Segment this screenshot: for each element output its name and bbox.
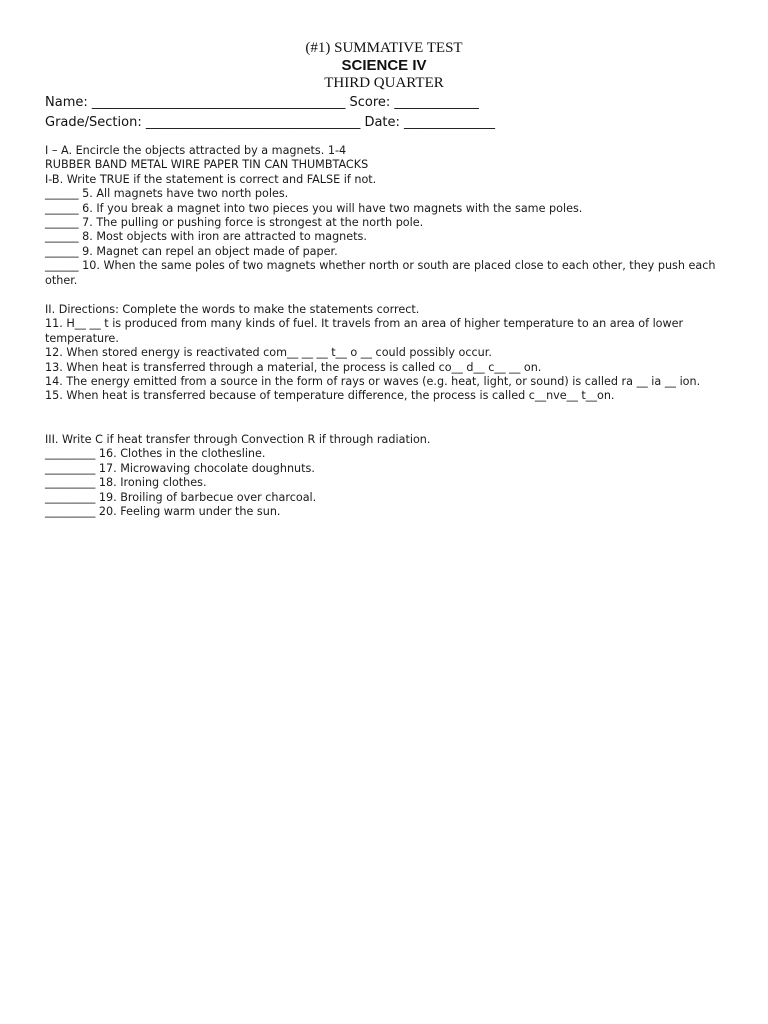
- question-item: _________ 19. Broiling of barbecue over charcoal.: [45, 490, 317, 504]
- grade-date-line: Grade/Section: _________________________________ Date: ______________: [45, 115, 496, 130]
- question-item: ______ 9. Magnet can repel an object made of paper.: [45, 244, 338, 258]
- part-2-section: [45, 303, 725, 404]
- question-item: 11. H__ __ t is produced from many kinds of fuel. It travels from an area of higher temperature to an area of lower temperature.: [45, 317, 684, 345]
- question-item: _________ 17. Microwaving chocolate doughnuts.: [45, 461, 315, 475]
- question-item: _________ 20. Feeling warm under the sun.: [45, 505, 281, 519]
- part-1b-instruction: I-B. Write TRUE if the statement is correct and FALSE if not.: [45, 172, 377, 186]
- question-item: 14. The energy emitted from a source in the form of rays or waves (e.g. heat, light, or sound) is called ra __ ia __ ion.: [45, 375, 701, 389]
- subject-title: SCIENCE IV: [341, 57, 427, 74]
- question-item: _________ 16. Clothes in the clothesline.: [45, 447, 266, 461]
- question-item: ______ 5. All magnets have two north poles.: [45, 187, 289, 201]
- question-item: 13. When heat is transferred through a material, the process is called co__ d__ c__ __ on.: [45, 360, 542, 374]
- object-list: RUBBER BAND METAL WIRE PAPER TIN CAN THUMBTACKS: [45, 158, 369, 172]
- question-item: 12. When stored energy is reactivated com__ __ __ t__ o __ could possibly occur.: [45, 346, 492, 360]
- question-item: ______ 8. Most objects with iron are attracted to magnets.: [45, 230, 367, 244]
- name-score-line: Name: _______________________________________ Score: _____________: [45, 95, 479, 110]
- test-title: (#1) SUMMATIVE TEST: [305, 40, 463, 56]
- part-3-section: [45, 433, 725, 519]
- question-item: ______ 6. If you break a magnet into two pieces you will have two magnets with the same poles.: [45, 201, 583, 215]
- quarter-title: THIRD QUARTER: [324, 75, 444, 91]
- part-1a-instruction: I – A. Encircle the objects attracted by a magnets. 1-4: [45, 144, 347, 157]
- part-3-instruction: III. Write C if heat transfer through Convection R if through radiation.: [45, 433, 431, 446]
- question-item: ______ 7. The pulling or pushing force is strongest at the north pole.: [45, 216, 424, 230]
- part-1-section: [45, 144, 725, 288]
- question-item: ______ 10. When the same poles of two magnets whether north or south are placed close to each other, they push each other.: [45, 259, 716, 287]
- question-item: 15. When heat is transferred because of temperature difference, the process is called c__nve__ t__on.: [45, 389, 615, 403]
- question-item: _________ 18. Ironing clothes.: [45, 476, 207, 490]
- part-2-directions: II. Directions: Complete the words to make the statements correct.: [45, 303, 420, 316]
